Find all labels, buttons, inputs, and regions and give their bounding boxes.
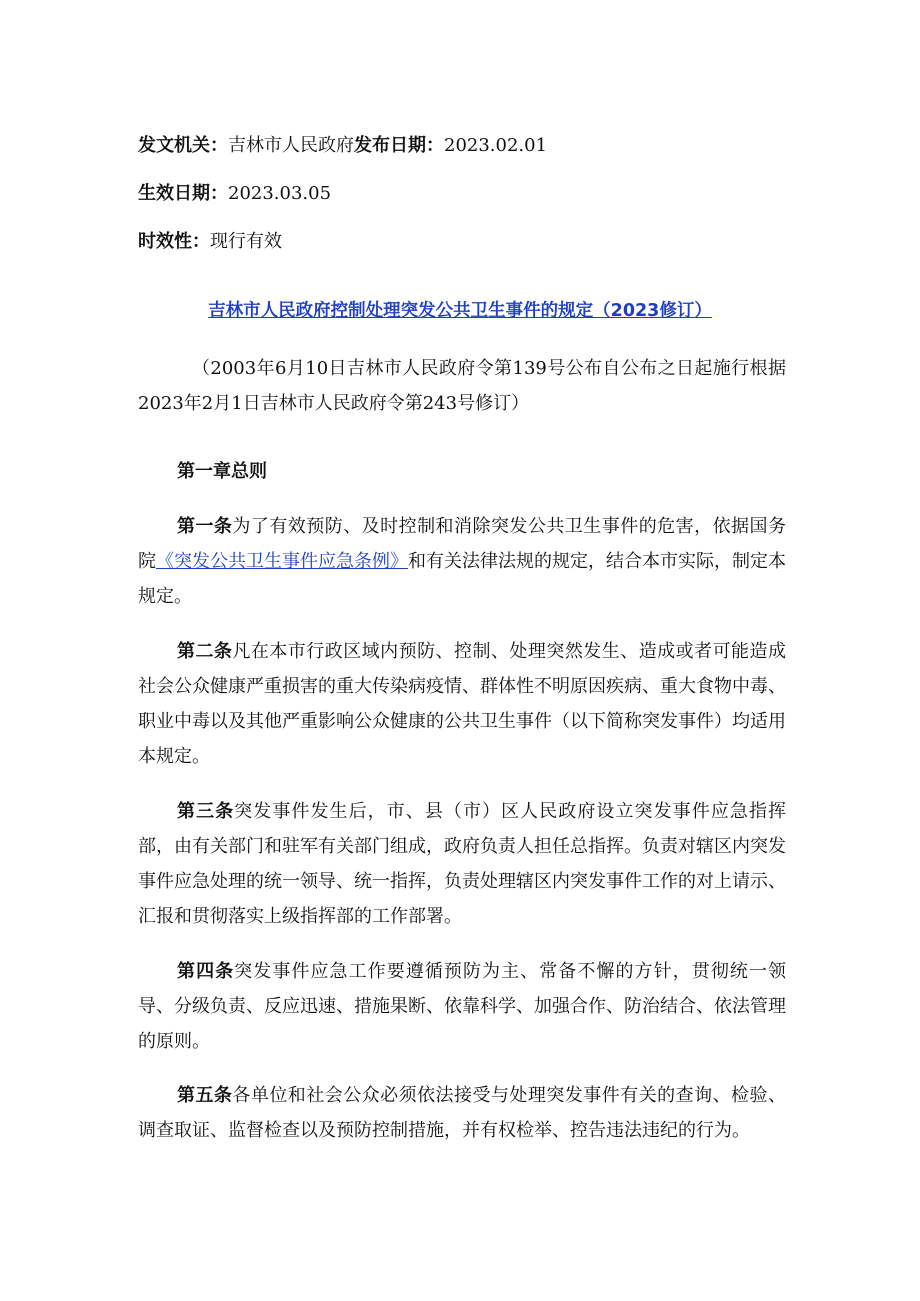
- effective-date-label: 生效日期：: [138, 183, 228, 204]
- validity-value: 现行有效: [210, 231, 282, 252]
- article-3-label: 第三条: [177, 801, 235, 822]
- effective-date-value: 2023.03.05: [228, 183, 332, 204]
- meta-effective-line: [138, 181, 331, 207]
- article-4-label: 第四条: [177, 961, 235, 982]
- article-2-text: 凡在本市行政区域内预防、控制、处理突然发生、造成或者可能造成社会公众健康严重损害的重大传染病疫情、群体性不明原因疾病、重大食物中毒、职业中毒以及其他严重影响公众健康的公共卫生事件（以下简称突发事件）均适用本规定。: [138, 641, 786, 767]
- article-1-text-before: 为了有效预防、及时控制和消除突发公共卫生事件的危害，依据国务院: [138, 516, 786, 572]
- issuer-label: 发文机关：: [138, 135, 228, 156]
- publish-date-value: 2023.02.01: [444, 135, 548, 156]
- article-2-label: 第二条: [177, 641, 233, 662]
- article-3: [138, 794, 786, 934]
- article-5-label: 第五条: [177, 1085, 233, 1106]
- article-4-text: 突发事件应急工作要遵循预防为主、常备不懈的方针，贯彻统一领导、分级负责、反应迅速、措施果断、依靠科学、加强合作、防治结合、依法管理的原则。: [138, 961, 787, 1052]
- article-4: [138, 954, 786, 1059]
- meta-validity-line: [138, 229, 282, 255]
- article-3-text: 突发事件发生后，市、县（市）区人民政府设立突发事件应急指挥部，由有关部门和驻军有关部门组成，政府负责人担任总指挥。负责对辖区内突发事件应急处理的统一领导、统一指挥，负责处理辖区内突发事件工作的对上请示、汇报和贯彻落实上级指挥部的工作部署。: [138, 801, 787, 927]
- regulation-link[interactable]: 《突发公共卫生事件应急条例》: [156, 551, 408, 572]
- issuer-value: 吉林市人民政府: [228, 135, 354, 156]
- article-1: [138, 509, 786, 614]
- validity-label: 时效性：: [138, 231, 210, 252]
- document-title-link[interactable]: 吉林市人民政府控制处理突发公共卫生事件的规定（2023修订）: [208, 301, 712, 321]
- article-5-text: 各单位和社会公众必须依法接受与处理突发事件有关的查询、检验、调查取证、监督检查以及预防控制措施，并有权检举、控告违法违纪的行为。: [138, 1085, 786, 1141]
- publish-date-label: 发布日期：: [354, 135, 444, 156]
- meta-issuer-line: [138, 133, 547, 159]
- article-1-label: 第一条: [177, 516, 233, 537]
- chapter-heading: 第一章总则: [177, 461, 267, 482]
- article-5: [138, 1078, 786, 1148]
- article-1-text-after: 和有关法律法规的规定，结合本市实际，制定本规定。: [138, 551, 786, 607]
- article-2: [138, 634, 786, 774]
- preamble: （2003年6月10日吉林市人民政府令第139号公布自公布之日起施行根据2023年2月1日吉林市人民政府令第243号修订）: [138, 358, 786, 414]
